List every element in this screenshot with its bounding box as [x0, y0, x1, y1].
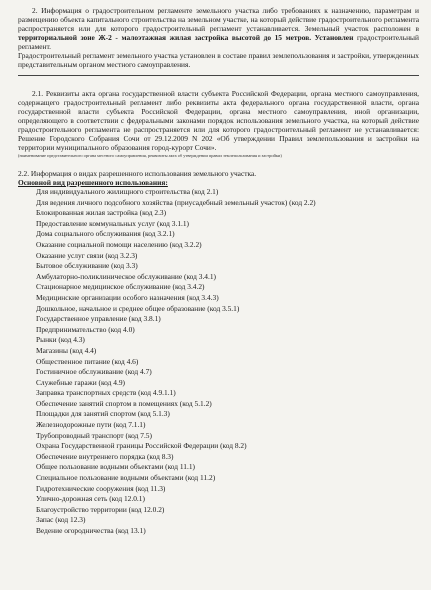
- zone-text-line-bold: территориальной зоне Ж-2 - малоэтажная жилая застройка высотой до 15 метров. Установлен: [18, 33, 354, 42]
- section-2-regulation-paragraph: [18, 51, 419, 69]
- list-item: Предоставление коммунальных услуг (код 3.1.1): [36, 218, 190, 228]
- list-item: Рынки (код 4.3): [36, 335, 85, 345]
- list-item: Служебные гаражи (код 4.9): [36, 377, 125, 387]
- text-line: градостроительный регламент.: [18, 33, 419, 51]
- list-item: Медицинские организации особого назначения (код 3.4.3): [36, 292, 219, 302]
- text-line: застройки, утвержденных представительным органом местного самоуправления.: [18, 51, 419, 69]
- list-item: Общее пользование водными объектами (код 11.1): [36, 462, 196, 472]
- list-item: Магазины (код 4.4): [36, 345, 97, 355]
- permitted-use-list: [18, 187, 419, 537]
- section-2-paragraph: [18, 6, 419, 51]
- list-item: Запас (код 12.3): [36, 515, 86, 525]
- list-item: Обеспечение занятий спортом в помещениях (код 5.1.2): [36, 398, 212, 408]
- divider: [18, 75, 419, 76]
- list-item: Железнодорожные пути (код 7.1.1): [36, 420, 146, 430]
- text-line: Сочи».: [194, 143, 217, 152]
- list-item: Заправка транспортных средств (код 4.9.1.1): [36, 388, 176, 398]
- list-item: Оказание социальной помощи населению (код 3.2.2): [36, 239, 202, 249]
- section-2-2-heading: 2.2. Информация о видах разрешенного использования земельного участка.: [18, 169, 257, 178]
- text-line: Федерации, органа местного самоуправления, иной организации, определяющего в соответствии с: [18, 107, 419, 125]
- text-line: федерального органа государственной власти, органа государственной власти субъекта Российской: [18, 98, 419, 116]
- zone-text-line: градостроительный регламент устанавливается. Земельный участок расположен в: [143, 24, 419, 33]
- text-line: Градостроительный регламент земельного участка установлен в составе правил землепользования и: [18, 51, 336, 60]
- list-item: Дома социального обслуживания (код 3.2.1): [36, 229, 175, 239]
- basic-use-label: Основной вид разрешенного использования:: [18, 178, 168, 187]
- list-item: Улично-дорожная сеть (код 12.0.1): [36, 494, 145, 504]
- text-line: местного самоуправления, содержащего градостроительный регламент либо реквизиты акта: [18, 89, 419, 107]
- list-item: Стационарное медицинское обслуживание (код 3.4.2): [36, 282, 205, 292]
- list-item: Охрана Государственной границы Российской Федерации (код 8.2): [36, 441, 247, 451]
- text-line: 2. Информация о градостроительном регламенте земельного участка либо требованиях к: [32, 6, 328, 15]
- section-2-1-paragraph: [18, 89, 419, 152]
- list-item: Гидротехнические сооружения (код 11.3): [36, 483, 166, 493]
- list-item: Для ведения личного подсобного хозяйства (приусадебный земельный участок) (код 2.2): [36, 197, 316, 207]
- list-item: Ведение огородничества (код 13.1): [36, 526, 146, 535]
- list-item: Благоустройство территории (код 12.0.2): [36, 504, 165, 514]
- text-line: градостроительного регламента не распространяется или для которого градостроительный регламент: [18, 125, 352, 134]
- list-item: Площадки для занятий спортом (код 5.1.3): [36, 409, 170, 419]
- list-item: Дошкольное, начальное и среднее общее образование (код 3.5.1): [36, 303, 240, 313]
- list-item: Гостиничное обслуживание (код 4.7): [36, 367, 152, 377]
- text-line: на который действие градостроительного регламента распространяется или для которого: [18, 15, 419, 33]
- footnote-caption: (наименование представительного органа местного самоуправления, реквизиты акта об утверждении правил землепользования и застройки): [18, 153, 282, 158]
- list-item: Бытовое обслуживание (код 3.3): [36, 261, 138, 271]
- list-item: Государственное управление (код 3.8.1): [36, 314, 161, 324]
- text-line: федеральными законами порядок использования земельного участка, на который действие: [126, 116, 419, 125]
- list-item: Обеспечение внутреннего порядка (код 8.3): [36, 451, 174, 461]
- text-line: 2.1. Реквизиты акта органа государственной власти субъекта Российской Федерации, органа: [32, 89, 332, 98]
- list-item: Общественное питание (код 4.6): [36, 356, 139, 366]
- list-item: Специальное пользование водными объектами (код 11.2): [36, 473, 216, 483]
- list-item: Предпринимательство (код 4.0): [36, 324, 135, 334]
- text-line: Правил землепользования и застройки на территории муниципального образования город-курорт: [18, 134, 419, 152]
- list-item: Блокированная жилая застройка (код 2.3): [36, 208, 167, 218]
- list-item: Трубопроводный транспорт (код 7.5): [36, 430, 152, 440]
- text-line: назначению, параметрам и размещению объекта капитального строительства на земельном участке,: [18, 6, 419, 24]
- list-item: Для индивидуального жилищного строительства (код 2.1): [36, 187, 219, 196]
- list-item: Амбулаторно-поликлиническое обслуживание (код 3.4.1): [36, 271, 217, 281]
- list-item: Оказание услуг связи (код 3.2.3): [36, 250, 138, 260]
- text-line: не устанавливается: Решение Городского Собрания Сочи от 29.12.2009 N 202 «Об утверждении: [18, 125, 420, 143]
